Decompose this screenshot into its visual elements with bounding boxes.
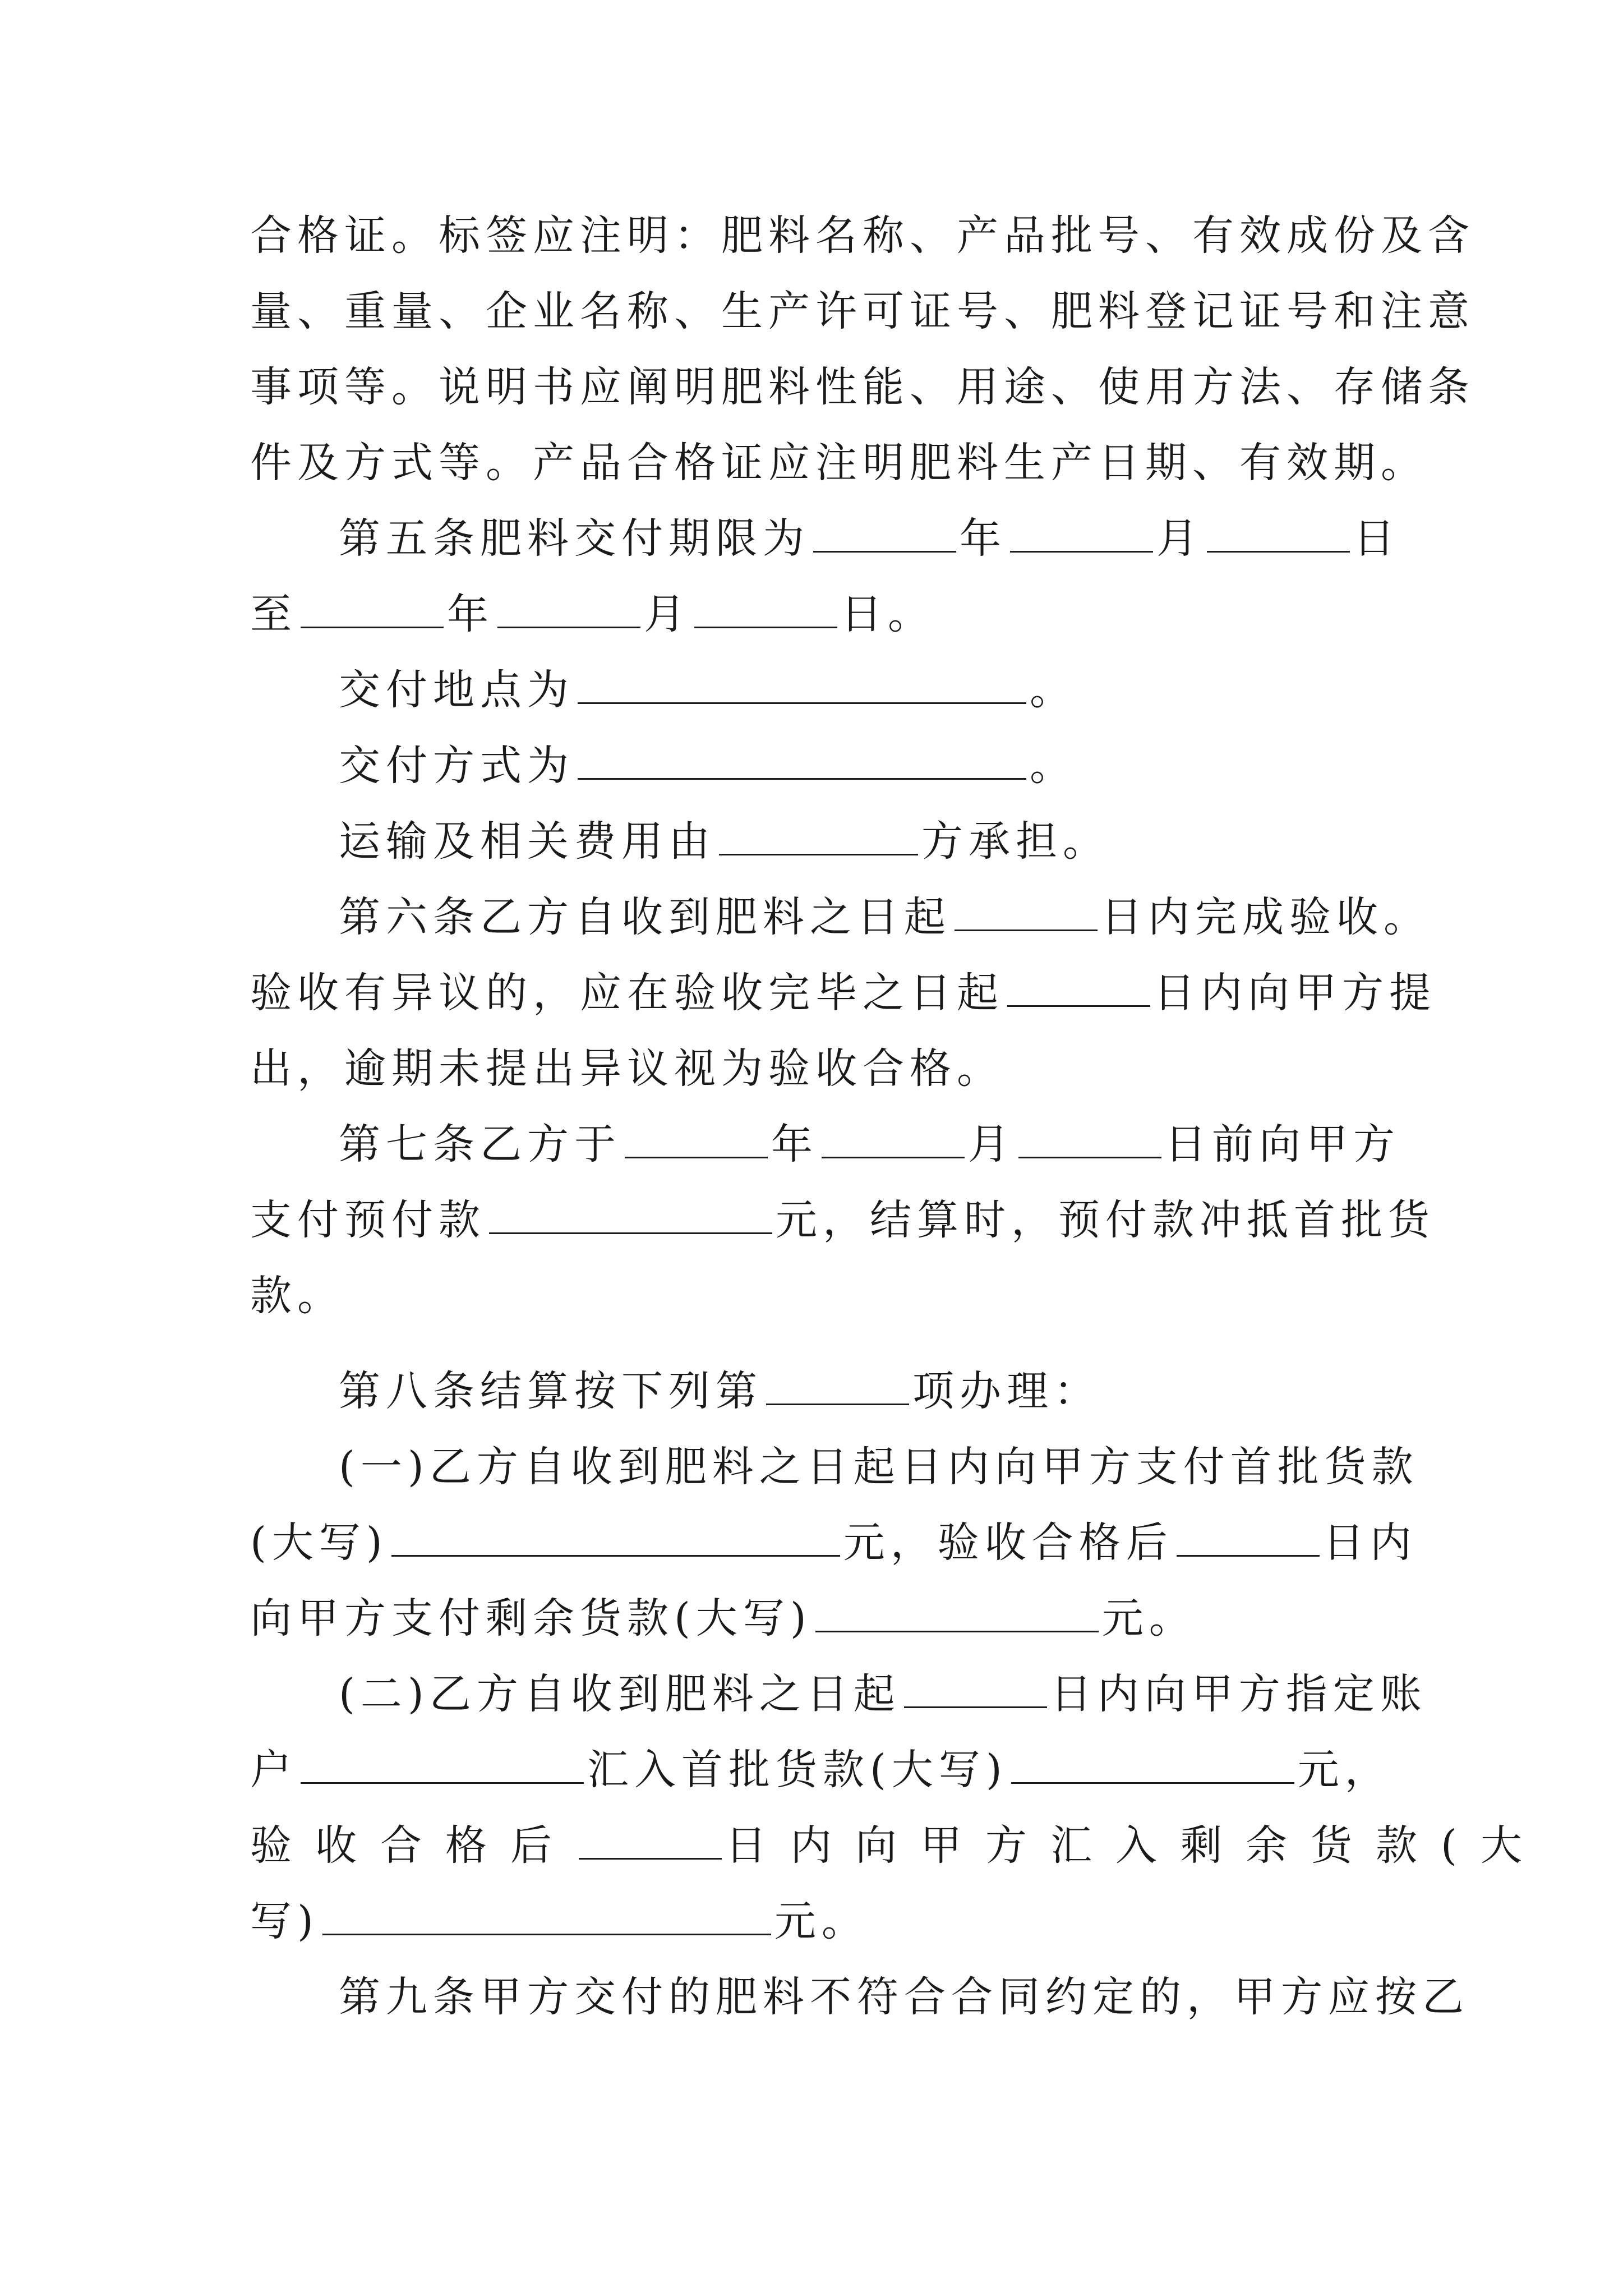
fill-blank [719, 820, 918, 855]
text-span: 支付预付款 [250, 1196, 486, 1244]
option-1-line-3 [250, 1588, 1389, 1649]
transport-fee-line [339, 811, 1389, 872]
text-span: 月 [1156, 514, 1204, 563]
text-span: 日。 [841, 590, 935, 638]
text-span: 第六条乙方自收到肥料之日起 [339, 893, 951, 941]
text-span: 第五条肥料交付期限为 [339, 514, 810, 563]
fill-blank [955, 896, 1098, 931]
text-span: 日内完成验收。 [1101, 893, 1431, 941]
text-line: 件及方式等。产品合格证应注明肥料生产日期、有效期。 [250, 439, 1428, 487]
text-line: 合格证。标签应注明：肥料名称、产品批号、有效成份及含 [250, 211, 1475, 260]
option-1-line-2 [250, 1512, 1417, 1573]
fill-blank [497, 593, 640, 628]
fill-blank [322, 1900, 771, 1935]
fill-blank [301, 1749, 584, 1784]
article-8-line-1 [339, 1360, 1389, 1422]
fill-blank [1177, 1521, 1320, 1557]
fill-blank [694, 593, 837, 628]
fill-blank [1011, 1749, 1294, 1784]
option-2-line-4 [250, 1890, 1389, 1952]
fill-blank [578, 669, 1026, 704]
article-5-line-2 [250, 583, 1389, 645]
text-span: 元， [1297, 1746, 1392, 1794]
article-7-line-1 [339, 1114, 1400, 1175]
option-2-line-1 [339, 1663, 1427, 1725]
text-span: 交付方式为 [339, 742, 574, 790]
fill-blank [301, 593, 444, 628]
option-1-line-1: (一)乙方自收到肥料之日起日内向甲方支付首批货款 [339, 1443, 1419, 1491]
article-5-line-1 [339, 508, 1400, 569]
text-span: 项办理： [912, 1367, 1101, 1415]
text-line: 事项等。说明书应阐明肥料性能、用途、使用方法、存储条 [250, 363, 1475, 411]
text-span: 。 [1030, 666, 1077, 714]
text-span: 第七条乙方于 [339, 1120, 621, 1168]
text-span: 日前向甲方 [1165, 1120, 1400, 1168]
text-span: 。 [1030, 742, 1077, 790]
option-2-line-3 [250, 1815, 1546, 1876]
text-span: 月 [644, 590, 691, 638]
fill-blank [904, 1673, 1047, 1708]
text-span: 验收有异议的，应在验收完毕之日起 [250, 969, 1004, 1017]
text-span: 元。 [1101, 1594, 1196, 1642]
text-span: 日 [1353, 514, 1400, 563]
option-2-line-2 [250, 1739, 1392, 1801]
delivery-method-line [339, 735, 1389, 797]
fill-blank [822, 1123, 965, 1158]
text-span: 写) [250, 1897, 319, 1945]
article-6-line-2 [250, 962, 1436, 1024]
fill-blank [1007, 972, 1150, 1007]
text-span: 第八条结算按下列第 [339, 1367, 763, 1415]
text-line: 量、重量、企业名称、生产许可证号、肥料登记证号和注意 [250, 287, 1475, 335]
article-7-line-3: 款。 [250, 1272, 344, 1320]
text-span: 元，结算时，预付款冲抵首批货 [776, 1196, 1435, 1244]
fill-blank [579, 1824, 722, 1860]
text-span: 年 [960, 514, 1007, 563]
text-span: 方承担。 [921, 817, 1110, 866]
text-span: 日内 [1322, 1519, 1417, 1567]
article-9-line-1: 第九条甲方交付的肥料不符合合同约定的，甲方应按乙 [339, 1973, 1469, 2021]
text-span: 元。 [774, 1897, 869, 1945]
text-span: 年 [771, 1120, 818, 1168]
text-span: 日内向甲方汇入剩余货款(大 [725, 1821, 1546, 1870]
fill-blank [391, 1521, 840, 1557]
fill-blank [625, 1123, 768, 1158]
delivery-place-line [339, 659, 1389, 721]
text-span: 运输及相关费用由 [339, 817, 716, 866]
text-span: 元，验收合格后 [843, 1519, 1173, 1567]
fill-blank [1207, 517, 1350, 553]
fill-blank [1010, 517, 1153, 553]
fill-blank [1018, 1123, 1161, 1158]
text-span: 年 [447, 590, 494, 638]
text-span: 月 [968, 1120, 1015, 1168]
fill-blank [813, 517, 956, 553]
text-span: 户 [250, 1746, 297, 1794]
article-6-line-3: 出，逾期未提出异议视为验收合格。 [250, 1045, 1004, 1093]
article-6-line-1 [339, 886, 1431, 948]
fill-blank [815, 1597, 1099, 1632]
text-span: 日内向甲方提 [1154, 969, 1436, 1017]
fill-blank [766, 1370, 909, 1405]
fill-blank [489, 1199, 772, 1234]
text-span: 向甲方支付剩余货款(大写) [250, 1594, 812, 1642]
text-span: 日内向甲方指定账 [1050, 1670, 1427, 1718]
text-span: 验收合格后 [250, 1821, 575, 1870]
text-span: 至 [250, 590, 297, 638]
text-span: (大写) [250, 1519, 388, 1567]
text-span: 汇入首批货款(大写) [587, 1746, 1008, 1794]
text-span: 交付地点为 [339, 666, 574, 714]
text-span: (二)乙方自收到肥料之日起 [339, 1670, 901, 1718]
article-7-line-2 [250, 1189, 1435, 1251]
fill-blank [578, 744, 1026, 780]
